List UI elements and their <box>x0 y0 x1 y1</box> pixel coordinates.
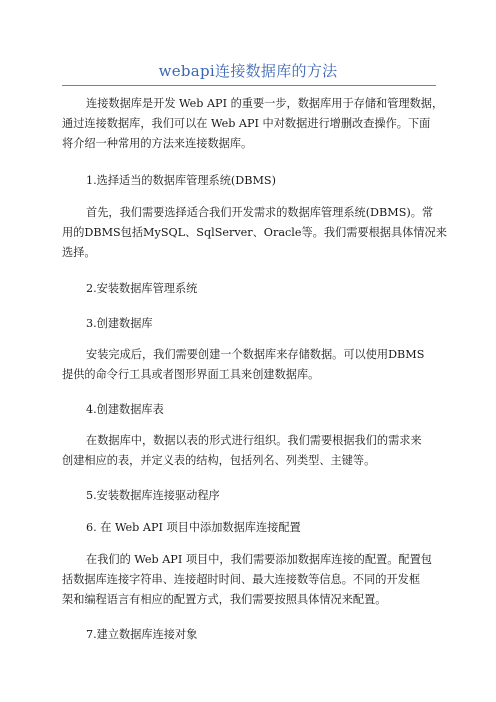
step-1-paragraph <box>62 203 447 263</box>
title-underline <box>62 85 436 86</box>
step-1-line-2: 用的DBMS包括MySQL、SqlServer、Oracle等。我们需要根据具体情况来 <box>62 226 447 239</box>
step-4-heading: 4.创建数据库表 <box>86 403 164 416</box>
step-3-line-2: 提供的命令行工具或者图形界面工具来创建数据库。 <box>62 368 320 381</box>
step-4-line-2: 创建相应的表，并定义表的结构，包括列名、列类型、主键等。 <box>62 454 376 467</box>
step-7-heading: 7.建立数据库连接对象 <box>86 628 198 641</box>
step-6-line-2: 括数据库连接字符串、连接超时时间、最大连接数等信息。不同的开发框 <box>62 573 421 586</box>
step-1-heading: 1.选择适当的数据库管理系统(DBMS) <box>86 174 276 187</box>
step-5-heading: 5.安装数据库连接驱动程序 <box>86 489 220 502</box>
step-6-line-3: 架和编程语言有相应的配置方式，我们需要按照具体情况来配置。 <box>62 593 387 606</box>
step-1-line-1: 首先，我们需要选择适合我们开发需求的数据库管理系统(DBMS)。常 <box>86 206 434 219</box>
step-6-heading: 6. 在 Web API 项目中添加数据库连接配置 <box>86 521 301 534</box>
step-3-paragraph <box>62 345 442 385</box>
document-title: webapi连接数据库的方法 <box>158 62 338 80</box>
intro-line-2: 通过连接数据库，我们可以在 Web API 中对数据进行增删改查操作。下面 <box>62 117 431 130</box>
intro-line-3: 将介绍一种常用的方法来连接数据库。 <box>62 137 253 150</box>
step-1-line-3: 选择。 <box>62 246 96 259</box>
step-6-line-1: 在我们的 Web API 项目中，我们需要添加数据库连接的配置。配置包 <box>86 553 432 566</box>
step-2-heading: 2.安装数据库管理系统 <box>86 282 198 295</box>
step-4-line-1: 在数据库中，数据以表的形式进行组织。我们需要根据我们的需求来 <box>86 434 422 447</box>
step-3-line-1: 安装完成后，我们需要创建一个数据库来存储数据。可以使用DBMS <box>86 348 425 361</box>
step-6-paragraph <box>62 550 442 610</box>
step-4-paragraph <box>62 431 442 471</box>
intro-line-1: 连接数据库是开发 Web API 的重要一步，数据库用于存储和管理数据， <box>86 97 444 110</box>
intro-paragraph <box>62 94 442 154</box>
step-3-heading: 3.创建数据库 <box>86 317 153 330</box>
